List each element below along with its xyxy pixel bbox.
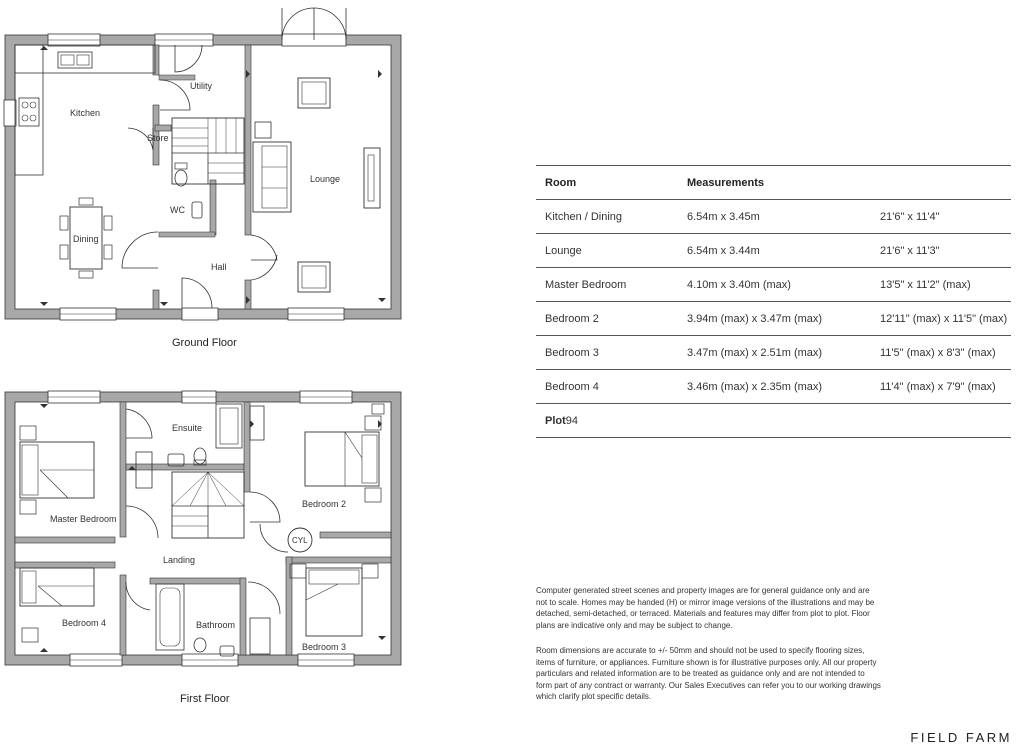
metric-size: 3.46m (max) x 2.35m (max) bbox=[678, 370, 871, 404]
room-label-kitchen: Kitchen bbox=[70, 108, 101, 118]
room-label-bedroom-4: Bedroom 4 bbox=[62, 618, 107, 628]
room-label-wc: WC bbox=[170, 205, 185, 215]
room-label-bedroom-2: Bedroom 2 bbox=[302, 499, 347, 509]
kitchen-worktop bbox=[15, 45, 155, 73]
metric-size: 4.10m x 3.40m (max) bbox=[678, 268, 871, 302]
plot-number: 94 bbox=[565, 414, 579, 427]
bed bbox=[305, 432, 379, 486]
room-label-utility: Utility bbox=[190, 81, 212, 91]
disclaimer-paragraph-2: Room dimensions are accurate to +/- 50mm and should not be used to specify flooring sizes, items of furniture, or appliances. Furniture shown is for illustrative purposes only. All our property particulars and related information are to be treated as guidance only and are not intended to form part of any contract or warranty. Our Sales Executives can refer you to our working drawings which clarify plot specific details. bbox=[536, 646, 881, 702]
imperial-size: 21'6" x 11'4" bbox=[871, 200, 1011, 234]
room-name: Bedroom 4 bbox=[536, 370, 678, 404]
header-measurements: Measurements bbox=[678, 166, 871, 200]
front-door bbox=[182, 308, 218, 320]
imperial-size: 13'5" x 11'2" (max) bbox=[871, 268, 1011, 302]
disclaimer-paragraph-1: Computer generated street scenes and property images are for general guidance only and are not to scale. Homes may be handed (H) or mirror image versions of the illustrations and may be detached, semi-detached, or terraced. Materials and features may differ from plot to plot. Floor plans are indicative only and may be subject to change. bbox=[536, 586, 875, 630]
room-label-ensuite: Ensuite bbox=[172, 423, 203, 433]
window bbox=[4, 100, 16, 126]
room-label-master-bedroom: Master Bedroom bbox=[50, 514, 117, 524]
room-label-lounge: Lounge bbox=[310, 174, 341, 184]
imperial-size: 11'5" (max) x 8'3" (max) bbox=[871, 336, 1011, 370]
room-label-bathroom: Bathroom bbox=[196, 620, 236, 630]
ground-floor-plan bbox=[4, 8, 401, 349]
armchair bbox=[298, 78, 330, 108]
room-name: Kitchen / Dining bbox=[536, 200, 678, 234]
room-label-store: Store bbox=[147, 133, 169, 143]
room-label-landing: Landing bbox=[163, 555, 196, 565]
metric-size: 3.47m (max) x 2.51m (max) bbox=[678, 336, 871, 370]
room-label-bedroom-3: Bedroom 3 bbox=[302, 642, 347, 652]
bed bbox=[20, 568, 94, 606]
table-row bbox=[536, 336, 1011, 370]
plot-cell bbox=[536, 404, 1011, 438]
table-header-row bbox=[536, 166, 1011, 200]
hob bbox=[19, 98, 39, 126]
imperial-size: 21'6" x 11'3" bbox=[871, 234, 1011, 268]
table-row bbox=[536, 234, 1011, 268]
side-table bbox=[255, 122, 271, 138]
armchair bbox=[298, 262, 330, 292]
bed bbox=[306, 568, 362, 636]
first-floor-plan bbox=[5, 391, 401, 705]
table-row bbox=[536, 200, 1011, 234]
plot-row bbox=[536, 404, 1011, 438]
toilet bbox=[194, 638, 206, 652]
imperial-size: 11'4" (max) x 7'9" (max) bbox=[871, 370, 1011, 404]
sink bbox=[58, 52, 92, 68]
sofa bbox=[253, 142, 291, 212]
ground-floor-title: Ground Floor bbox=[172, 337, 237, 349]
cyl-label: CYL bbox=[292, 536, 308, 545]
metric-size: 6.54m x 3.44m bbox=[678, 234, 871, 268]
metric-size: 6.54m x 3.45m bbox=[678, 200, 871, 234]
room-label-hall: Hall bbox=[211, 262, 227, 272]
measurements-table bbox=[536, 165, 1011, 438]
header-room: Room bbox=[536, 166, 678, 200]
wc-basin bbox=[192, 202, 202, 218]
tv-unit bbox=[364, 148, 380, 208]
room-name: Master Bedroom bbox=[536, 268, 678, 302]
room-label-dining: Dining bbox=[73, 234, 99, 244]
room-name: Bedroom 2 bbox=[536, 302, 678, 336]
plot-label: Plot bbox=[545, 414, 566, 427]
table-row bbox=[536, 370, 1011, 404]
stairs bbox=[172, 118, 244, 184]
first-floor-title: First Floor bbox=[180, 693, 230, 705]
header-empty bbox=[871, 166, 1011, 200]
table-row bbox=[536, 268, 1011, 302]
room-name: Lounge bbox=[536, 234, 678, 268]
imperial-size: 12'11" (max) x 11'5" (max) bbox=[871, 302, 1011, 336]
brand-logo-text: FIELD FARM bbox=[910, 730, 1012, 745]
table-row bbox=[536, 302, 1011, 336]
metric-size: 3.94m (max) x 3.47m (max) bbox=[678, 302, 871, 336]
stairs bbox=[172, 472, 244, 538]
toilet bbox=[194, 448, 206, 464]
room-name: Bedroom 3 bbox=[536, 336, 678, 370]
